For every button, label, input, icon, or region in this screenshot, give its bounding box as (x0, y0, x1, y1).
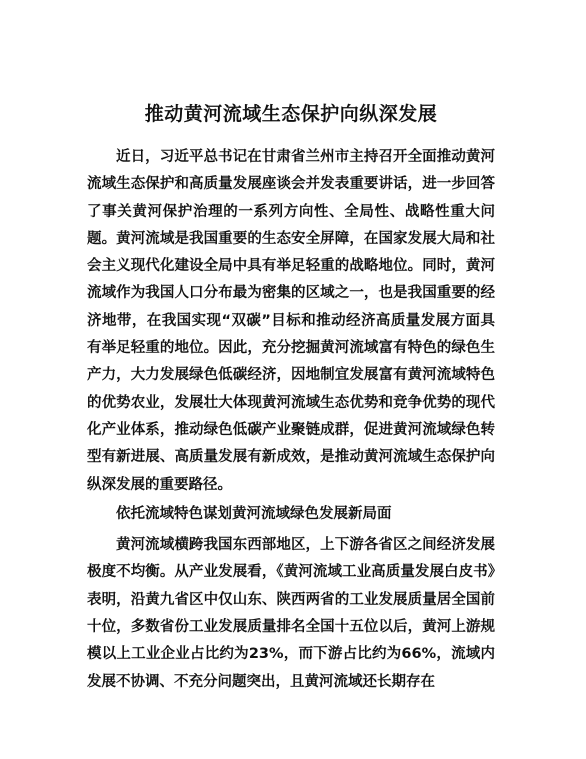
section-heading: 依托流域特色谋划黄河流域绿色发展新局面 (116, 505, 392, 522)
paragraph-body: 黄河流域横跨我国东西部地区，上下游各省区之间经济发展极度不均衡。从产业发展看，《黄河流域工业高质量发展白皮书》表明，沿黄九省区中仅山东、陕西两省的工业发展质量居全国前十位，多数省份工业发展质量排名全国十五位以后，黄河上游规模以上工业企业占比约为23%，而下游占比约为66%，流域内发展不协调、不充分问题突出，且黄河流域还长期存在 (87, 537, 495, 690)
document-page (87, 102, 495, 696)
paragraph-intro: 近日，习近平总书记在甘肃省兰州市主持召开全面推动黄河流域生态保护和高质量发展座谈会并发表重要讲话，进一步回答了事关黄河保护治理的一系列方向性、全局性、战略性重大问题。黄河流域是我国重要的生态安全屏障，在国家发展大局和社会主义现代化建设全局中具有举足轻重的战略地位。同时，黄河流域作为我国人口分布最为密集的区域之一，也是我国重要的经济地带，在我国实现“双碳”目标和推动经济高质量发展方面具有举足轻重的地位。因此，充分挖掘黄河流域富有特色的绿色生产力，大力发展绿色低碳经济，因地制宜发展富有黄河流域特色的优势农业，发展壮大体现黄河流域生态优势和竞争优势的现代化产业体系，推动绿色低碳产业聚链成群，促进黄河流域绿色转型有新进展、高质量发展有新成效，是推动黄河流域生态保护向纵深发展的重要路径。 (87, 149, 495, 493)
document-title: 推动黄河流域生态保护向纵深发展 (144, 103, 438, 125)
